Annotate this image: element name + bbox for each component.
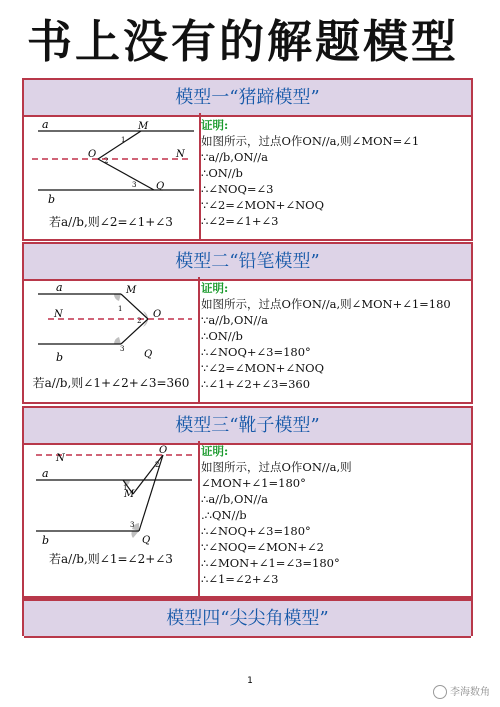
page-title: 书上没有的解题模型 xyxy=(27,15,460,68)
model-3-proof xyxy=(201,443,469,587)
m1-label-b: b xyxy=(48,193,56,206)
m2-label-a: a xyxy=(56,281,63,294)
m2-angle-3: 3 xyxy=(120,345,125,353)
m2-angle-1: 1 xyxy=(118,305,123,313)
m1-angle-2: 2 xyxy=(104,157,109,165)
m1-label-N: N xyxy=(176,149,185,160)
model-3-proof-line: ∴∠MON+∠1=∠3=180° xyxy=(201,556,340,570)
model-3-proof-line: ∴∠NOQ+∠3=180° xyxy=(201,524,311,538)
model-3-proof-line: ∴a//b,ON//a xyxy=(201,492,269,506)
model-2-header: 模型二“铅笔模型” xyxy=(24,242,471,281)
model-2-proof-heading: 证明: xyxy=(201,281,229,295)
m2-label-Q: Q xyxy=(144,349,153,360)
model-2-proof-line: ∴∠NOQ+∠3=180° xyxy=(201,345,311,359)
model-1-header: 模型一“猪蹄模型” xyxy=(24,78,471,117)
m3-label-Q: Q xyxy=(142,535,151,546)
watermark-text: 李海数角 xyxy=(450,687,490,698)
m3-angle-2: 2 xyxy=(155,461,160,469)
m1-label-O: O xyxy=(88,149,97,160)
m1-angle-1: 1 xyxy=(121,136,126,144)
model-3-divider xyxy=(198,441,200,598)
model-2-figure xyxy=(26,279,196,402)
m3-label-b: b xyxy=(42,534,50,547)
m1-angle-3: 3 xyxy=(132,181,137,189)
page-number: 1 xyxy=(247,676,253,686)
model-1-figure xyxy=(26,115,196,239)
m2-label-N: N xyxy=(54,309,63,320)
model-1-proof-heading: 证明: xyxy=(201,118,229,132)
model-2-divider xyxy=(198,277,200,404)
model-3-conclusion: 若a//b,则∠1=∠2+∠3 xyxy=(49,552,173,566)
model-2-proof-line: ∴∠1+∠2+∠3=360 xyxy=(201,377,311,391)
m3-angle-1: 1 xyxy=(123,484,128,492)
model-1-proof xyxy=(201,117,469,229)
m3-label-M: M xyxy=(124,489,135,500)
model-1-proof-line: ∴∠NOQ=∠3 xyxy=(201,182,274,196)
m3-label-N: N xyxy=(56,453,65,464)
m2-label-M: M xyxy=(126,285,137,296)
m2-label-b: b xyxy=(56,351,64,364)
model-1-proof-line: ∴ON//b xyxy=(201,166,243,180)
model-1-proof-line: ∴∠2=∠1+∠3 xyxy=(201,214,279,228)
model-3-proof-line: ∵∠NOQ=∠MON+∠2 xyxy=(201,540,324,554)
model-3-figure xyxy=(26,443,196,596)
model-2-proof-line: ∴ON//b xyxy=(201,329,243,343)
m3-angle-3: 3 xyxy=(130,521,135,529)
model-3-proof-heading: 证明: xyxy=(201,444,229,458)
m2-label-O: O xyxy=(153,309,162,320)
model-4-header: 模型四“尖尖角模型” xyxy=(24,599,471,638)
m1-label-M: M xyxy=(138,121,149,132)
model-3-proof-line: 如图所示，过点O作ON//a,则 xyxy=(201,460,352,474)
model-2-conclusion: 若a//b,则∠1+∠2+∠3=360 xyxy=(32,376,190,390)
model-2-proof-line: ∵∠2=∠MON+∠NOQ xyxy=(201,361,324,375)
model-1-proof-line: ∵a//b,ON//a xyxy=(201,150,269,164)
m1-label-Q: Q xyxy=(156,181,165,192)
model-1-proof-line: ∵∠2=∠MON+∠NOQ xyxy=(201,198,324,212)
model-3-diagram xyxy=(26,443,196,596)
model-2-proof xyxy=(201,280,469,392)
watermark xyxy=(433,683,490,699)
model-3-proof-line: .∴QN//b xyxy=(201,508,247,522)
model-1-conclusion: 若a//b,则∠2=∠1+∠3 xyxy=(49,215,173,229)
model-2-proof-line: 如图所示，过点O作ON//a,则∠MON+∠1=180 xyxy=(201,297,451,311)
model-3-header: 模型三“靴子模型” xyxy=(24,406,471,445)
m3-label-O: O xyxy=(159,445,168,456)
model-2-proof-line: ∵a//b,ON//a xyxy=(201,313,269,327)
watermark-logo-icon xyxy=(433,685,447,699)
model-1-proof-line: 如图所示，过点O作ON//a,则∠MON=∠1 xyxy=(201,134,420,148)
m2-angle-2: 2 xyxy=(137,317,142,325)
m3-label-a: a xyxy=(42,467,49,480)
model-3-proof-line: ∠MON+∠1=180° xyxy=(201,476,306,490)
m1-label-a: a xyxy=(42,118,49,131)
model-3-proof-line: ∴∠1=∠2+∠3 xyxy=(201,572,279,586)
